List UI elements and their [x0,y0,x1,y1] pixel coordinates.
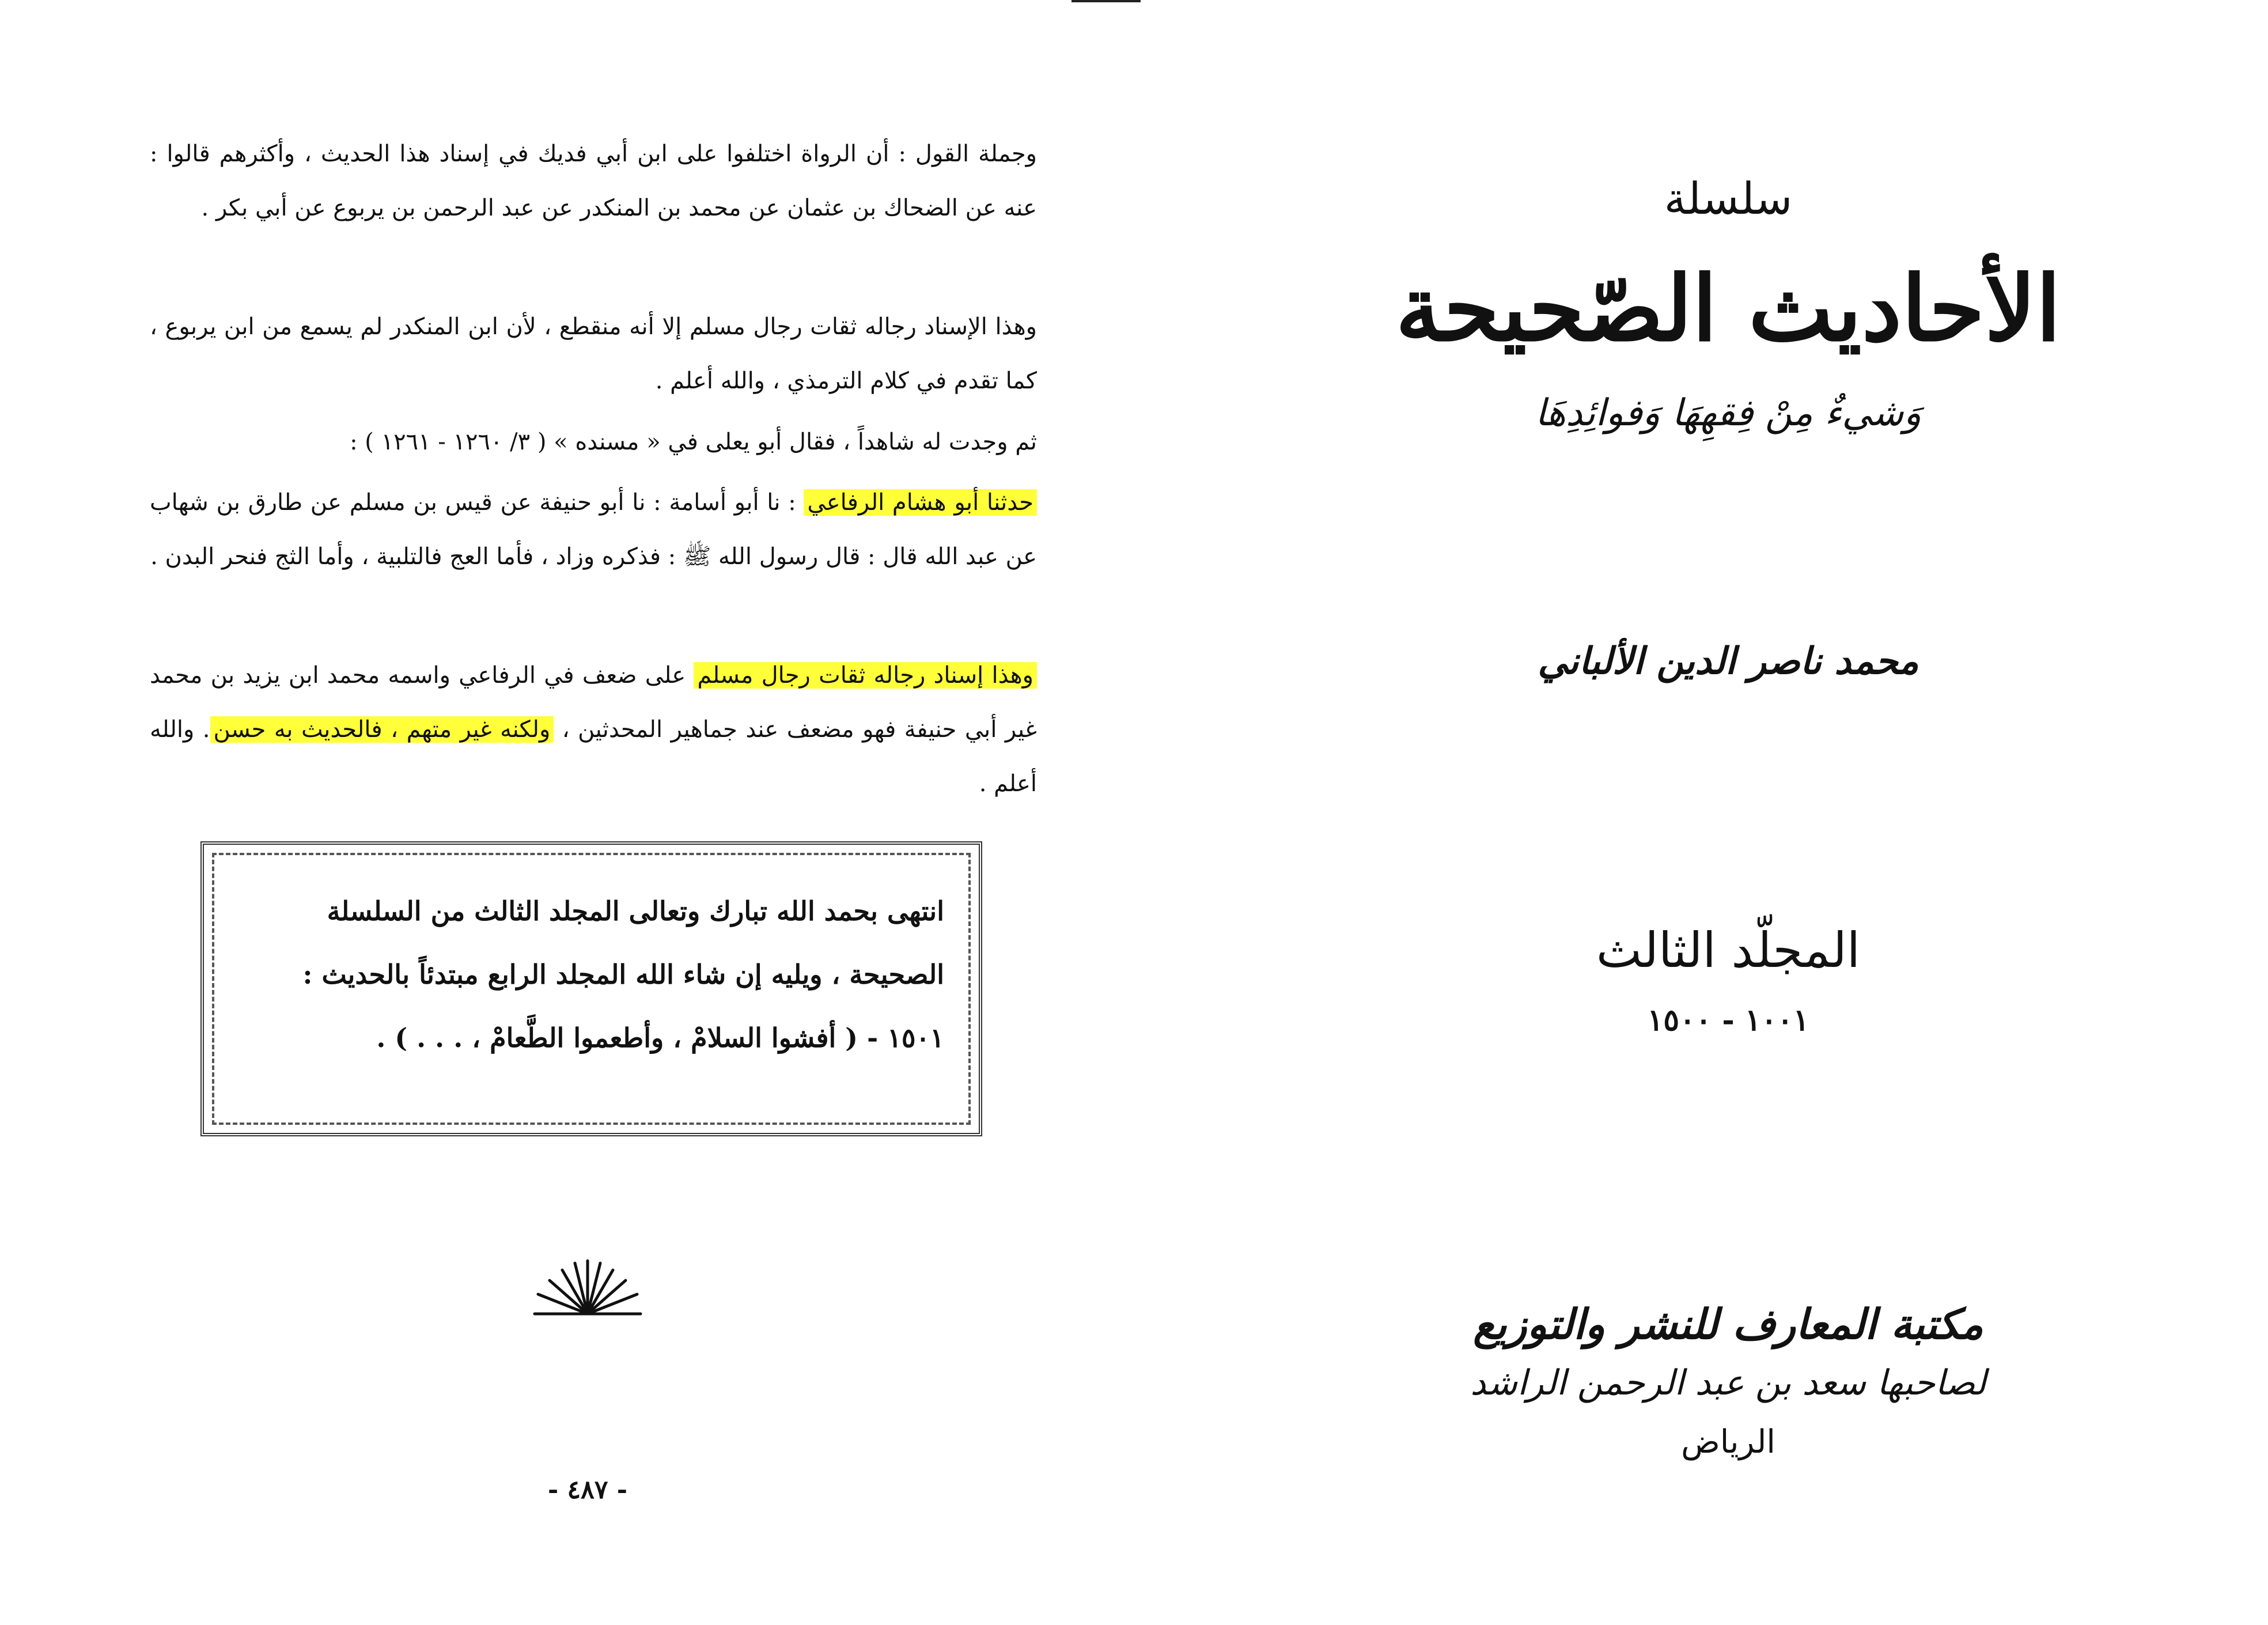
paragraph-conclusion: وجملة القول : أن الرواة اختلفوا على ابن أبي فديك في إسناد هذا الحديث ، وأكثرهم قالوا : عنه عن الضحاك بن عثمان عن محمد بن المنكدر عن عبد الرحمن بن يربوع عن أبي بكر . [150,141,1037,221]
page-number: - ٤٨٧ - [547,1475,628,1505]
paragraph-witness-text [150,475,1037,584]
volume-label: المجلّد الثالث [1596,922,1861,978]
publisher-city: الرياض [1681,1423,1775,1461]
paragraph-grading [150,648,1037,811]
paragraph-isnad-note: وهذا الإسناد رجاله ثقات رجال مسلم إلا أنه منقطع ، لأن ابن المنكدر لم يسمع من ابن يربوع ، كما تقدم في كلام الترمذي ، والله أعلم . [150,313,1037,394]
end-note-line-3: ١٥٠١ - ( أفشوا السلامْ ، وأطعموا الطَّعامْ ، . . . ) . [376,1022,944,1053]
title-page [1325,173,2131,1556]
top-edge-rule [1071,0,1141,2]
grading-closing-text: . والله أعلم . [150,716,1037,797]
witness-chain-text: : نا أبو أسامة : نا أبو حنيفة عن قيس بن مسلم عن طارق بن شهاب عن عبد الله قال : قال رسول الله ﷺ : فذكره وزاد ، فأما العج فالتلبية ، وأما الثج فنحر البدن . [150,489,1037,570]
series-label: سلسلة [1664,173,1793,224]
publisher-owner: لصاحبها سعد بن عبد الرحمن الراشد [1470,1363,1986,1403]
ornamental-frame [200,841,982,1136]
book-title: الأحاديث الصّحيحة [1395,256,2061,361]
book-subtitle: وَشيءٌ مِنْ فِقهِهَا وَفوائِدِهَا [1535,392,1922,434]
end-note-line-1: انتهى بحمد الله تبارك وتعالى المجلد الثالث من السلسلة [327,895,944,927]
hadith-range: ١٠٠١ - ١٥٠٠ [1647,1003,1809,1038]
author-name: محمد ناصر الدين الألباني [1538,640,1919,683]
highlighted-narrator: حدثنا أبو هشام الرفاعي [804,489,1037,516]
end-note-line-2: الصحيحة ، ويليه إن شاء الله المجلد الرابع مبتدئاً بالحديث : [302,959,944,990]
grading-text: على ضعف في الرفاعي واسمه محمد ابن يزيد بن محمد غير أبي حنيفة فهو مضعف عند جماهير المحدثين ، [150,662,1037,743]
publisher-name: مكتبة المعارف للنشر والتوزيع [1473,1299,1983,1348]
paragraph-witness-intro: ثم وجدت له شاهداً ، فقال أبو يعلى في « مسنده » ( ٣/ ١٢٦٠ - ١٢٦١ ) : [350,429,1037,455]
highlighted-isnad-grading: وهذا إسناد رجاله ثقات رجال مسلم [694,662,1037,689]
volume-end-note [238,879,944,1070]
highlighted-hasan-verdict: ولكنه غير متهم ، فالحديث به حسن [210,716,554,743]
fleuron-ornament-icon [530,1256,645,1320]
